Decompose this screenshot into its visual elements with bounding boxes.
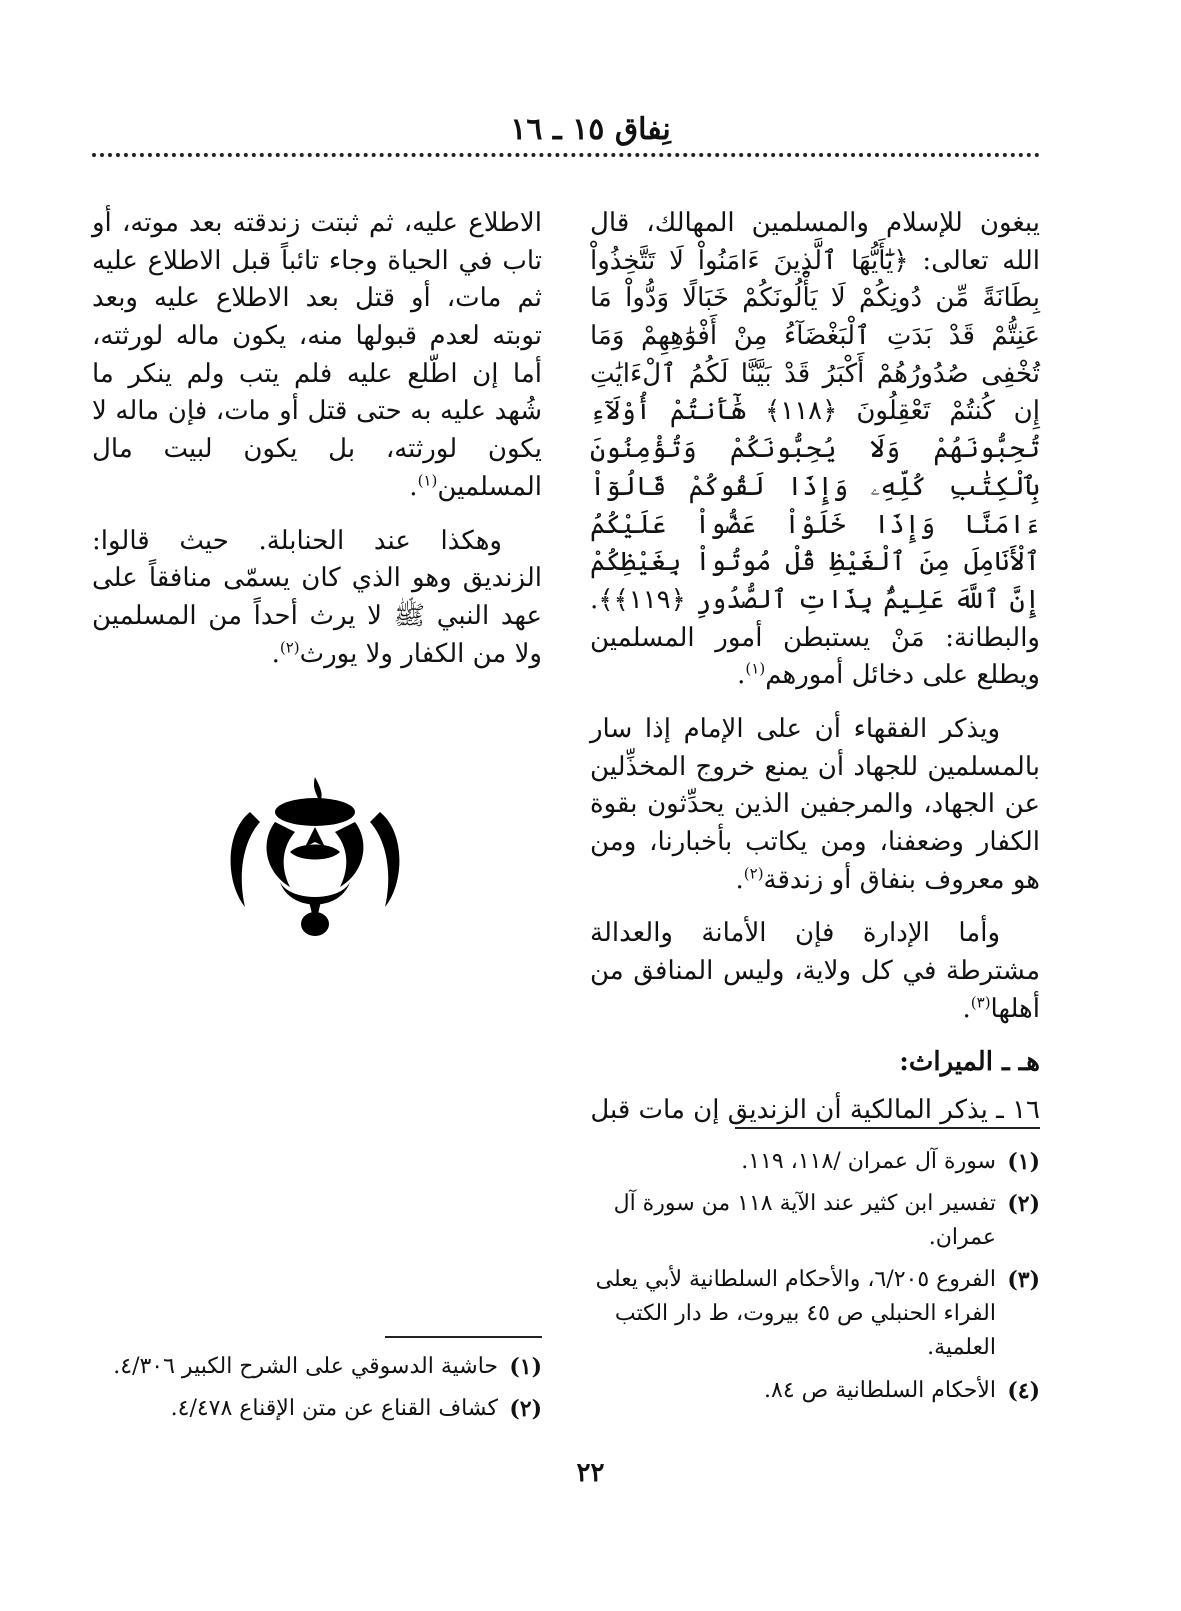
footnote-number: (٢) bbox=[509, 1396, 542, 1423]
footnote-ref: (٢) bbox=[279, 637, 300, 656]
footnote-number: (٣) bbox=[1007, 1267, 1040, 1294]
paragraph-text: الاطلاع عليه، ثم ثبتت زندقته بعد موته، أو تاب في الحياة وجاء تائباً قبل الاطلاع عليه ثم مات، أو قتل بعد الاطلاع عليه وبعد توبته لعدم قبولها منه، يكون ماله لورثته، أما إن اطّلع عليه فلم يتب ولم ينكر ما شُهد عليه به حتى قتل أو مات، فإن ماله لا يكون لورثته، بل يكون لبيت مال المسلمين bbox=[92, 208, 542, 502]
section-heading: هـ ـ الميراث: bbox=[899, 1047, 1040, 1078]
paragraph-text: وهكذا عند الحنابلة. حيث قالوا: الزنديق وهو الذي كان يسمّى منافقاً على عهد النبي ﷺ لا يرث أحداً من المسلمين ولا من الكفار ولا يورث bbox=[92, 525, 542, 669]
footnotes-left bbox=[92, 1350, 542, 1434]
footnote-number: (١) bbox=[1007, 1149, 1040, 1175]
footnote-text: الأحكام السلطانية ص ٨٤. bbox=[764, 1377, 996, 1403]
footnote-text: حاشية الدسوقي على الشرح الكبير ٤/٣٠٦. bbox=[113, 1354, 498, 1379]
arabesque-ornament-icon bbox=[220, 772, 410, 942]
page-header-title: نِفاق ١٥ ـ ١٦ bbox=[510, 112, 671, 147]
paragraph: يبغون للإسلام والمسلمين المهالك، قال الله تعالى: ﴿يَٰٓأَيُّهَا ٱلَّذِينَ ءَامَنُواْ لَا تَتَّخِذُواْ بِطَانَةً مِّن دُونِكُمْ لَا يَأْلُونَكُمْ خَبَالًا وَدُّواْ مَا عَنِتُّمْ قَدْ بَدَتِ ٱلْبَغْضَآءُ مِنْ أَفْوَٰهِهِمْ وَمَا تُخْفِى صُدُورُهُمْ أَكْبَرُ قَدْ بَيَّنَّا لَكُمُ ٱلْءَايَٰتِ إِن كُنتُمْ تَعْقِلُونَ ﴿١١٨﴾ هَٰٓأَنتُمْ أُوْلَآءِ تُحِبُّونَهُمْ وَلَا يُحِبُّونَكُمْ وَتُؤْمِنُونَ بِٱلْكِتَٰبِ كُلِّهِۦ وَإِذَا لَقُوكُمْ قَالُوٓاْ ءَامَنَّا وَإِذَا خَلَوْاْ عَضُّواْ عَلَيْكُمُ ٱلْأَنَامِلَ مِنَ ٱلْغَيْظِ قُلْ مُوتُواْ بِغَيْظِكُمْ إِنَّ ٱللَّهَ عَلِيمٌۢ بِذَاتِ ٱلصُّدُورِ ﴿١١٩﴾﴾. والبطانة: مَنْ يستبطن أمور المسلمين ويطلع على دخائل أمورهم$^{(١)}$. bbox=[590, 208, 1040, 691]
paragraph: وهكذا عند الحنابلة. حيث قالوا: الزنديق وهو الذي كان يسمّى منافقاً على عهد النبي ﷺ لا يرث أحداً من المسلمين ولا من الكفار ولا يورث$^{(٢)}$. bbox=[92, 525, 542, 669]
footnote-separator bbox=[385, 1336, 542, 1338]
paragraph-text: يبغون للإسلام والمسلمين المهالك، قال الله تعالى: ﴿يَٰٓأَيُّهَا ٱلَّذِينَ ءَامَنُواْ لَا تَتَّخِذُواْ بِطَانَةً مِّن دُونِكُمْ لَا يَأْلُونَكُمْ خَبَالًا وَدُّواْ مَا عَنِتُّمْ قَدْ بَدَتِ ٱلْبَغْضَآءُ مِنْ أَفْوَٰهِهِمْ وَمَا تُخْفِى صُدُورُهُمْ أَكْبَرُ قَدْ بَيَّنَّا لَكُمُ ٱلْءَايَٰتِ إِن كُنتُمْ تَعْقِلُونَ ﴿١١٨﴾ هَٰٓأَنتُمْ أُوْلَآءِ تُحِبُّونَهُمْ وَلَا يُحِبُّونَكُمْ وَتُؤْمِنُونَ بِٱلْكِتَٰبِ كُلِّهِۦ وَإِذَا لَقُوكُمْ قَالُوٓاْ ءَامَنَّا وَإِذَا خَلَوْاْ عَضُّواْ عَلَيْكُمُ ٱلْأَنَامِلَ مِنَ ٱلْغَيْظِ قُلْ مُوتُواْ بِغَيْظِكُمْ إِنَّ ٱللَّهَ عَلِيمٌۢ بِذَاتِ ٱلصُّدُورِ ﴿١١٩﴾﴾. والبطانة: مَنْ يستبطن أمور المسلمين ويطلع على دخائل أمورهم bbox=[590, 208, 1040, 691]
paragraph-text: ويذكر الفقهاء أن على الإمام إذا سار بالمسلمين للجهاد أن يمنع خروج المخذِّلين عن الجهاد، والمرجفين الذين يحدِّثون بقوة الكفار وضعفنا، ومن يكاتب بأخبارنا، ومن هو معروف بنفاق أو زندقة bbox=[590, 713, 1040, 895]
footnote-item bbox=[590, 1263, 1040, 1365]
footnote-text: كشاف القناع عن متن الإقناع ٤/٤٧٨. bbox=[170, 1396, 498, 1422]
footnote-text: الفروع ٦/٢٠٥، والأحكام السلطانية لأبي يعلى الفراء الحنبلي ص ٤٥ بيروت، ط دار الكتب العلمية. bbox=[595, 1267, 996, 1361]
footnote-item bbox=[92, 1350, 542, 1384]
footnote-item bbox=[590, 1187, 1040, 1255]
footnotes-right bbox=[590, 1145, 1040, 1416]
paragraph-text: وأما الإدارة فإن الأمانة والعدالة مشترطة في كل ولاية، وليس المنافق من أهلها bbox=[590, 918, 1040, 1024]
paragraph: ١٦ ـ يذكر المالكية أن الزنديق إن مات قبل bbox=[590, 1095, 1040, 1126]
right-column bbox=[590, 205, 1040, 1146]
footnote-ref: (٣) bbox=[970, 993, 991, 1012]
footnote-separator bbox=[735, 1127, 1040, 1129]
footnote-text: تفسير ابن كثير عند الآية ١١٨ من سورة آل عمران. bbox=[613, 1191, 996, 1251]
header-dotted-rule bbox=[92, 153, 1040, 157]
left-column bbox=[92, 205, 542, 689]
footnote-number: (١) bbox=[509, 1354, 542, 1380]
footnote-item bbox=[590, 1145, 1040, 1179]
page-number: ٢٢ bbox=[576, 1458, 605, 1488]
footnote-item bbox=[590, 1374, 1040, 1408]
footnote-number: (٢) bbox=[1007, 1191, 1040, 1218]
footnote-item bbox=[92, 1392, 542, 1426]
paragraph: الاطلاع عليه، ثم ثبتت زندقته بعد موته، أو تاب في الحياة وجاء تائباً قبل الاطلاع عليه ثم مات، أو قتل بعد الاطلاع عليه وبعد توبته لعدم قبولها منه، يكون ماله لورثته، أما إن اطّلع عليه فلم يتب ولم ينكر ما شُهد عليه به حتى قتل أو مات، فإن ماله لا يكون لورثته، بل يكون لبيت مال المسلمين$^{(١)}$. bbox=[92, 208, 542, 502]
footnote-ref: (١) bbox=[417, 471, 438, 490]
footnote-number: (٤) bbox=[1007, 1377, 1040, 1404]
paragraph: وأما الإدارة فإن الأمانة والعدالة مشترطة في كل ولاية، وليس المنافق من أهلها$^{(٣)}$. bbox=[590, 918, 1040, 1024]
footnote-ref: (١) bbox=[745, 659, 766, 678]
footnote-text: سورة آل عمران /١١٨، ١١٩. bbox=[741, 1149, 996, 1174]
footnote-ref: (٢) bbox=[743, 864, 764, 883]
paragraph: ويذكر الفقهاء أن على الإمام إذا سار بالمسلمين للجهاد أن يمنع خروج المخذِّلين عن الجهاد، والمرجفين الذين يحدِّثون بقوة الكفار وضعفنا، ومن يكاتب بأخبارنا، ومن هو معروف بنفاق أو زندقة$^{(٢)}$. bbox=[590, 713, 1040, 895]
